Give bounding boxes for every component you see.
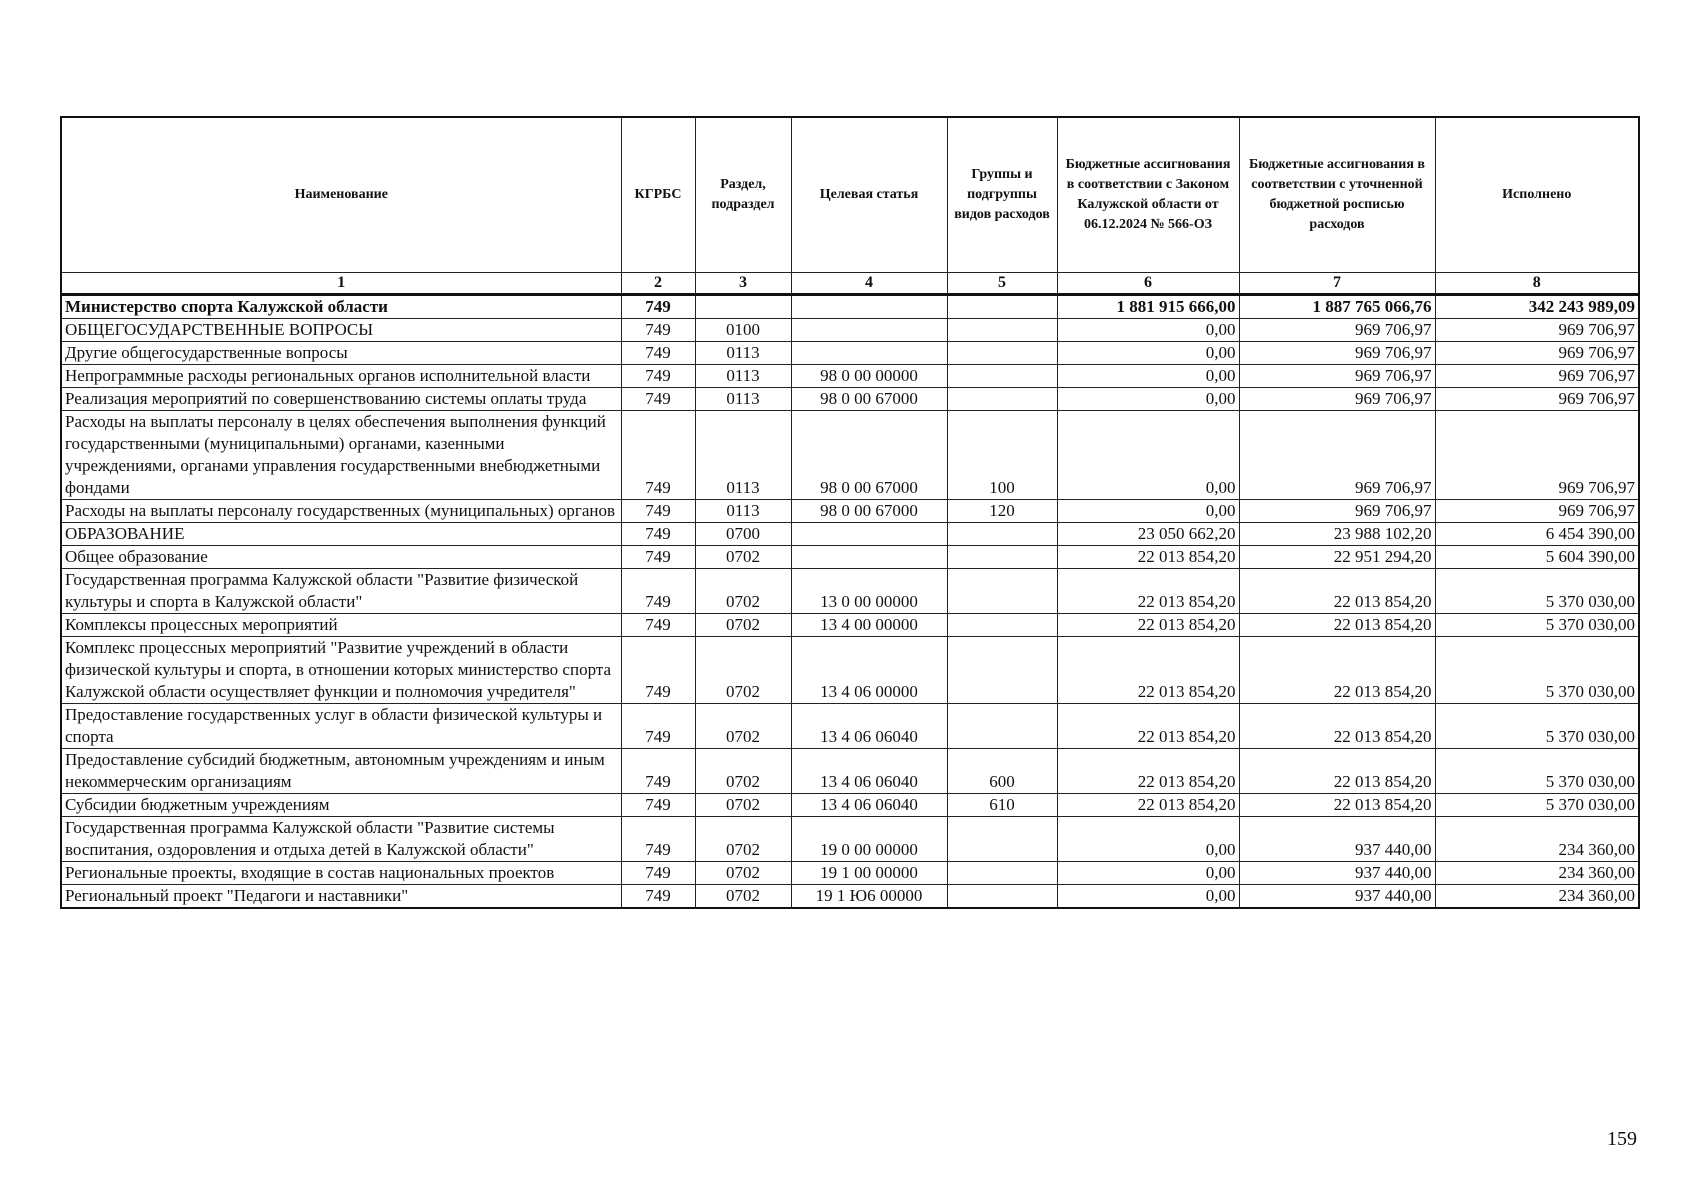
cell-target: 13 4 06 06040 [791,794,947,817]
cell-kgrbs: 749 [621,411,695,500]
cell-done: 5 370 030,00 [1435,569,1639,614]
cell-razdel: 0113 [695,365,791,388]
cell-target [791,319,947,342]
cell-done: 234 360,00 [1435,817,1639,862]
table-row [61,342,1639,365]
column-number: 6 [1057,273,1239,295]
cell-group [947,365,1057,388]
cell-name: ОБЩЕГОСУДАРСТВЕННЫЕ ВОПРОСЫ [61,319,621,342]
cell-name: Государственная программа Калужской области "Развитие физической культуры и спорта в Калужской области" [61,569,621,614]
cell-name: Общее образование [61,546,621,569]
budget-table [60,116,1640,909]
cell-done: 5 604 390,00 [1435,546,1639,569]
table-row [61,637,1639,704]
cell-law: 22 013 854,20 [1057,704,1239,749]
cell-law: 0,00 [1057,365,1239,388]
cell-kgrbs: 749 [621,794,695,817]
cell-done: 5 370 030,00 [1435,794,1639,817]
cell-refined: 969 706,97 [1239,500,1435,523]
cell-razdel: 0113 [695,411,791,500]
table-row [61,614,1639,637]
cell-name: Министерство спорта Калужской области [61,295,621,319]
cell-done: 969 706,97 [1435,365,1639,388]
cell-refined: 22 013 854,20 [1239,614,1435,637]
header-law: Бюджетные ассигнования в соответствии с Законом Калужской области от 06.12.2024 № 566-ОЗ [1057,117,1239,273]
cell-group [947,295,1057,319]
cell-group [947,523,1057,546]
cell-name: Региональные проекты, входящие в состав национальных проектов [61,862,621,885]
cell-group: 600 [947,749,1057,794]
cell-law: 0,00 [1057,500,1239,523]
cell-group: 610 [947,794,1057,817]
cell-name: Комплекс процессных мероприятий "Развитие учреждений в области физической культуры и спорта, в отношении которых министерство спорта Калужской области осуществляет функции и полномочия учредителя" [61,637,621,704]
cell-group [947,862,1057,885]
cell-target: 13 4 06 00000 [791,637,947,704]
table-row [61,749,1639,794]
cell-target: 13 4 00 00000 [791,614,947,637]
cell-target: 13 0 00 00000 [791,569,947,614]
cell-kgrbs: 749 [621,817,695,862]
cell-kgrbs: 749 [621,862,695,885]
column-number: 2 [621,273,695,295]
cell-done: 969 706,97 [1435,411,1639,500]
cell-law: 0,00 [1057,885,1239,909]
table-row [61,569,1639,614]
cell-razdel: 0702 [695,749,791,794]
cell-done: 234 360,00 [1435,862,1639,885]
cell-kgrbs: 749 [621,365,695,388]
cell-refined: 22 013 854,20 [1239,749,1435,794]
cell-law: 0,00 [1057,388,1239,411]
cell-law: 22 013 854,20 [1057,614,1239,637]
cell-refined: 969 706,97 [1239,342,1435,365]
cell-razdel: 0702 [695,614,791,637]
cell-law: 22 013 854,20 [1057,546,1239,569]
cell-razdel: 0113 [695,342,791,365]
cell-target [791,546,947,569]
table-row [61,523,1639,546]
column-number: 4 [791,273,947,295]
cell-target: 98 0 00 67000 [791,500,947,523]
cell-razdel: 0100 [695,319,791,342]
cell-name: Региональный проект "Педагоги и наставники" [61,885,621,909]
cell-razdel: 0702 [695,704,791,749]
cell-kgrbs: 749 [621,342,695,365]
cell-kgrbs: 749 [621,295,695,319]
cell-refined: 22 013 854,20 [1239,637,1435,704]
cell-group [947,704,1057,749]
cell-refined: 969 706,97 [1239,365,1435,388]
cell-kgrbs: 749 [621,523,695,546]
table-row [61,546,1639,569]
cell-refined: 969 706,97 [1239,319,1435,342]
column-number: 3 [695,273,791,295]
cell-name: Непрограммные расходы региональных органов исполнительной власти [61,365,621,388]
cell-refined: 937 440,00 [1239,862,1435,885]
cell-razdel: 0702 [695,637,791,704]
cell-name: Другие общегосударственные вопросы [61,342,621,365]
cell-done: 342 243 989,09 [1435,295,1639,319]
cell-group [947,637,1057,704]
table-row [61,319,1639,342]
cell-done: 969 706,97 [1435,388,1639,411]
cell-done: 5 370 030,00 [1435,614,1639,637]
cell-refined: 969 706,97 [1239,411,1435,500]
header-name: Наименование [61,117,621,273]
header-target: Целевая статья [791,117,947,273]
table-row [61,411,1639,500]
cell-refined: 22 951 294,20 [1239,546,1435,569]
cell-kgrbs: 749 [621,614,695,637]
cell-kgrbs: 749 [621,569,695,614]
table-row [61,794,1639,817]
cell-name: Государственная программа Калужской области "Развитие системы воспитания, оздоровления и отдыха детей в Калужской области" [61,817,621,862]
table-body [61,295,1639,909]
cell-done: 5 370 030,00 [1435,637,1639,704]
header-group: Группы и подгруппы видов расходов [947,117,1057,273]
cell-razdel: 0113 [695,388,791,411]
header-done: Исполнено [1435,117,1639,273]
cell-group [947,388,1057,411]
cell-kgrbs: 749 [621,749,695,794]
table-row [61,885,1639,909]
table-row [61,295,1639,319]
header-razdel: Раздел, подраздел [695,117,791,273]
cell-target [791,523,947,546]
cell-refined: 937 440,00 [1239,817,1435,862]
cell-target: 13 4 06 06040 [791,749,947,794]
cell-name: Предоставление государственных услуг в области физической культуры и спорта [61,704,621,749]
cell-done: 5 370 030,00 [1435,704,1639,749]
cell-razdel: 0702 [695,862,791,885]
cell-law: 1 881 915 666,00 [1057,295,1239,319]
header-row [61,117,1639,273]
cell-refined: 23 988 102,20 [1239,523,1435,546]
cell-group [947,569,1057,614]
cell-law: 0,00 [1057,411,1239,500]
cell-kgrbs: 749 [621,885,695,909]
column-number: 7 [1239,273,1435,295]
cell-target: 19 1 00 00000 [791,862,947,885]
cell-refined: 22 013 854,20 [1239,794,1435,817]
cell-law: 22 013 854,20 [1057,569,1239,614]
cell-group: 120 [947,500,1057,523]
cell-group [947,546,1057,569]
cell-done: 969 706,97 [1435,319,1639,342]
cell-target: 19 1 Ю6 00000 [791,885,947,909]
cell-razdel: 0702 [695,885,791,909]
column-number: 8 [1435,273,1639,295]
cell-law: 22 013 854,20 [1057,749,1239,794]
cell-refined: 1 887 765 066,76 [1239,295,1435,319]
cell-law: 23 050 662,20 [1057,523,1239,546]
cell-razdel [695,295,791,319]
table-row [61,365,1639,388]
budget-table-container [60,116,1638,909]
cell-group: 100 [947,411,1057,500]
header-refined: Бюджетные ассигнования в соответствии с уточненной бюджетной росписью расходов [1239,117,1435,273]
column-number: 5 [947,273,1057,295]
cell-group [947,817,1057,862]
cell-target: 98 0 00 00000 [791,365,947,388]
cell-target [791,295,947,319]
cell-law: 22 013 854,20 [1057,794,1239,817]
cell-name: Предоставление субсидий бюджетным, автономным учреждениям и иным некоммерческим организациям [61,749,621,794]
cell-refined: 22 013 854,20 [1239,704,1435,749]
cell-target: 98 0 00 67000 [791,388,947,411]
cell-group [947,342,1057,365]
column-number-row [61,273,1639,295]
column-number: 1 [61,273,621,295]
cell-name: Расходы на выплаты персоналу в целях обеспечения выполнения функций государственными (муниципальными) органами, казенными учреждениями, органами управления государственными внебюджетными фондами [61,411,621,500]
cell-done: 969 706,97 [1435,342,1639,365]
cell-group [947,885,1057,909]
table-row [61,388,1639,411]
cell-name: ОБРАЗОВАНИЕ [61,523,621,546]
cell-target: 13 4 06 06040 [791,704,947,749]
table-row [61,704,1639,749]
cell-razdel: 0702 [695,817,791,862]
cell-law: 0,00 [1057,862,1239,885]
cell-name: Реализация мероприятий по совершенствованию системы оплаты труда [61,388,621,411]
cell-kgrbs: 749 [621,704,695,749]
cell-kgrbs: 749 [621,500,695,523]
cell-kgrbs: 749 [621,637,695,704]
cell-refined: 22 013 854,20 [1239,569,1435,614]
cell-target [791,342,947,365]
cell-name: Расходы на выплаты персоналу государственных (муниципальных) органов [61,500,621,523]
cell-done: 5 370 030,00 [1435,749,1639,794]
table-row [61,500,1639,523]
cell-law: 0,00 [1057,342,1239,365]
cell-razdel: 0700 [695,523,791,546]
cell-kgrbs: 749 [621,319,695,342]
cell-law: 0,00 [1057,817,1239,862]
cell-razdel: 0702 [695,569,791,614]
cell-kgrbs: 749 [621,546,695,569]
cell-done: 969 706,97 [1435,500,1639,523]
cell-target: 19 0 00 00000 [791,817,947,862]
cell-law: 0,00 [1057,319,1239,342]
page-number: 159 [1607,1128,1637,1150]
cell-target: 98 0 00 67000 [791,411,947,500]
cell-razdel: 0702 [695,546,791,569]
cell-razdel: 0702 [695,794,791,817]
cell-done: 234 360,00 [1435,885,1639,909]
cell-law: 22 013 854,20 [1057,637,1239,704]
header-kgrbs: КГРБС [621,117,695,273]
table-row [61,817,1639,862]
cell-refined: 969 706,97 [1239,388,1435,411]
cell-kgrbs: 749 [621,388,695,411]
cell-group [947,614,1057,637]
cell-razdel: 0113 [695,500,791,523]
cell-refined: 937 440,00 [1239,885,1435,909]
cell-group [947,319,1057,342]
cell-name: Субсидии бюджетным учреждениям [61,794,621,817]
cell-name: Комплексы процессных мероприятий [61,614,621,637]
table-row [61,862,1639,885]
cell-done: 6 454 390,00 [1435,523,1639,546]
